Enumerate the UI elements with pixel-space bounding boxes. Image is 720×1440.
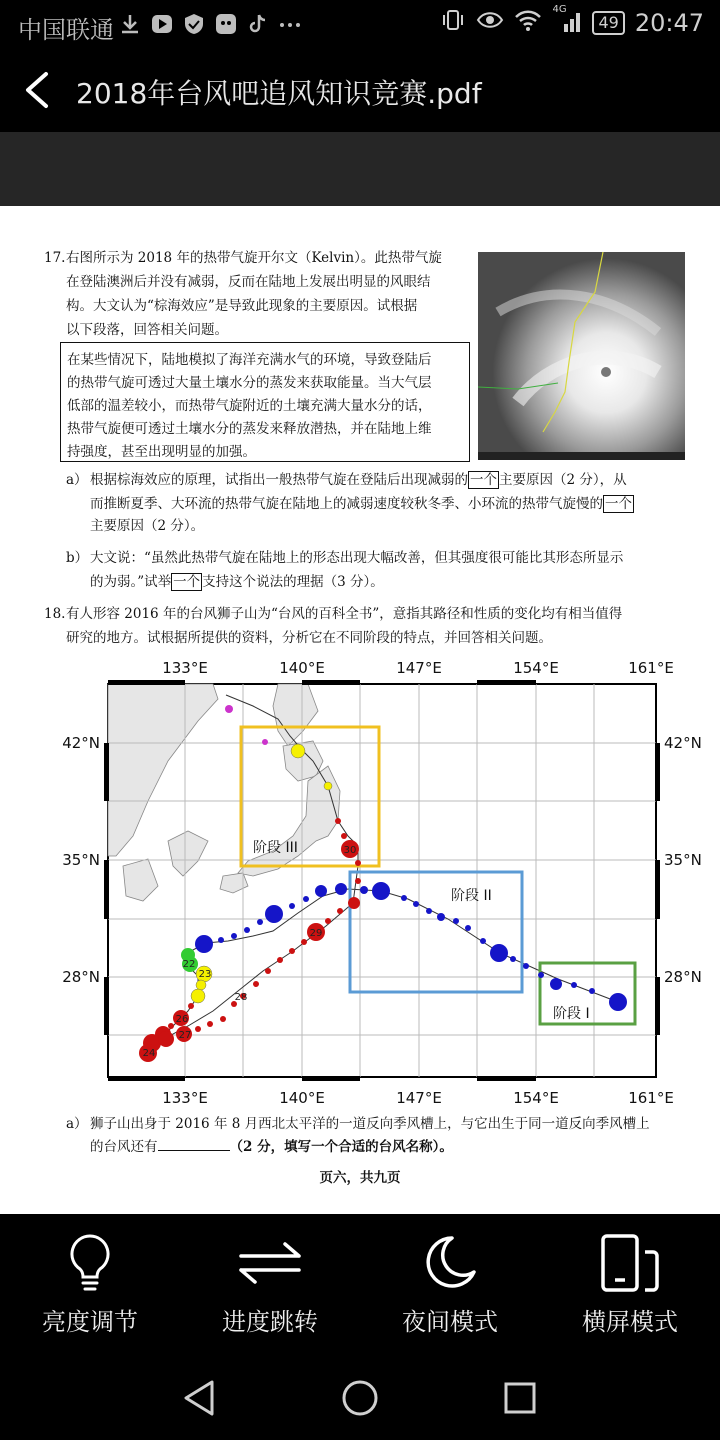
progress-jump-label: 进度跳转 <box>222 1308 318 1336</box>
reader-top-bar <box>0 132 720 206</box>
triangle-back-icon <box>180 1378 220 1418</box>
typhoon-track-map <box>48 651 702 1109</box>
q18-number: 18. <box>44 606 66 622</box>
night-mode-button[interactable] <box>360 1232 540 1337</box>
q17-line4: 以下段落，回答相关问题。 <box>66 322 228 338</box>
quote-line: 热带气旋便可透过土壤水分的蒸发来释放潜热，并在陆地上维 <box>67 421 432 437</box>
date-label: 27 <box>178 1030 192 1041</box>
date-label: 24 <box>142 1048 156 1059</box>
cyclone-satellite-image <box>478 252 685 460</box>
nav-recents-button[interactable] <box>500 1378 540 1418</box>
lon-tick-top: 161°E <box>628 659 674 677</box>
title-bar <box>0 50 720 132</box>
notification-icons <box>118 12 302 36</box>
q17-line2: 在登陆澳洲后并没有减弱，反而在陆地上发展出明显的风眼结 <box>66 274 431 290</box>
download-icon <box>118 12 142 36</box>
circle-home-icon <box>340 1378 380 1418</box>
nav-back-button[interactable] <box>180 1378 220 1418</box>
q17a-boxed-word: 一个 <box>470 472 497 488</box>
q17a-line3: 主要原因（2 分）。 <box>90 518 205 534</box>
q17b-line2 <box>90 570 384 594</box>
wifi-icon <box>514 8 542 38</box>
pdf-page[interactable] <box>0 206 720 1214</box>
quote-line: 在某些情况下，陆地模拟了海洋充满水气的环境，导致登陆后 <box>67 352 432 368</box>
q18-line1: 有人形容 2016 年的台风狮子山为“台风的百科全书”，意指其路径和性质的变化均有相当值得 <box>66 606 623 622</box>
q17-quote-box <box>60 342 470 462</box>
lon-tick-bottom: 147°E <box>396 1089 442 1107</box>
battery-level: 49 <box>592 11 624 35</box>
eye-icon <box>476 8 504 38</box>
lon-tick-bottom: 154°E <box>513 1089 559 1107</box>
date-label: 28 <box>234 992 248 1003</box>
q17-line3: 构。大文认为“棕海效应”是导致此现象的主要原因。试根据 <box>66 298 418 314</box>
system-status <box>440 3 704 38</box>
network-type: 4G <box>552 3 567 15</box>
q18a-line2-text: 的台风还有 <box>90 1139 158 1155</box>
nav-home-button[interactable] <box>340 1378 380 1418</box>
brightness-button[interactable] <box>0 1232 180 1337</box>
reader-toolbar <box>0 1214 720 1354</box>
lat-tick-right: 35°N <box>664 851 702 869</box>
moon-icon <box>422 1232 478 1294</box>
date-label: 30 <box>343 845 357 856</box>
q18-line2: 研究的地方。试根据所提供的资料，分析它在不同阶段的特点，并回答相关问题。 <box>66 630 552 646</box>
q17a-label: a） <box>66 472 88 488</box>
app-face-icon <box>214 12 238 36</box>
q17a-line1-text: 根据棕海效应的原理，试指出一般热带气旋在登陆后出现减弱的 <box>90 472 468 488</box>
chevron-left-icon <box>18 68 62 112</box>
landscape-mode-label: 横屏模式 <box>582 1308 678 1336</box>
date-label: 22 <box>182 959 196 970</box>
q17a-line2 <box>90 492 634 516</box>
page-number: 页六，共九页 <box>319 1170 401 1186</box>
carrier-name: 中国联通 <box>18 16 114 44</box>
q17a-line2-text: 而推断夏季、大环流的热带气旋在陆地上的减弱速度较秋冬季、小环流的热带气旋慢的 <box>90 496 603 512</box>
date-label: 26 <box>175 1014 189 1025</box>
stage-iii-label: 阶段 III <box>253 840 298 856</box>
lon-tick-top: 154°E <box>513 659 559 677</box>
lon-tick-top: 133°E <box>162 659 208 677</box>
q17a-line1 <box>90 468 627 492</box>
answer-blank[interactable] <box>158 1136 230 1151</box>
shield-check-icon <box>182 12 206 36</box>
q18a-label: a） <box>66 1116 88 1132</box>
night-mode-label: 夜间模式 <box>402 1308 498 1336</box>
swap-arrows-icon <box>237 1232 303 1294</box>
q18a-line2-rest: （2 分，填写一个合适的台风名称）。 <box>229 1139 453 1155</box>
lon-tick-top: 140°E <box>279 659 325 677</box>
q17a-line1-rest: 主要原因（2 分），从 <box>499 472 627 488</box>
q17-line1: 右图所示为 2018 年的热带气旋开尔文（Kelvin）。此热带气旋 <box>66 250 442 266</box>
signal-icon <box>552 3 582 37</box>
lon-tick-bottom: 133°E <box>162 1089 208 1107</box>
q17b-boxed-word: 一个 <box>173 574 201 590</box>
lat-tick-left: 35°N <box>62 851 100 869</box>
brightness-label: 亮度调节 <box>42 1308 138 1336</box>
tiktok-icon <box>246 12 270 36</box>
q18a-line2 <box>90 1135 453 1159</box>
q17-number: 17. <box>44 250 66 266</box>
lat-tick-right: 28°N <box>664 968 702 986</box>
more-dots-icon <box>278 12 302 36</box>
status-bar <box>0 0 720 50</box>
back-button[interactable] <box>18 68 62 112</box>
lat-tick-right: 42°N <box>664 734 702 752</box>
q17b-line2-text: 的为弱。”试举 <box>90 574 172 590</box>
quote-line: 低部的温差较小，而热带气旋附近的土壤充满大量水分的话， <box>67 398 432 414</box>
video-app-icon <box>150 12 174 36</box>
rotate-device-icon <box>599 1232 661 1294</box>
date-label: 29 <box>309 928 323 939</box>
date-label: 23 <box>198 969 212 980</box>
lon-tick-bottom: 140°E <box>279 1089 325 1107</box>
clock: 20:47 <box>634 9 704 37</box>
square-recents-icon <box>500 1378 540 1418</box>
q17b-line2-rest: 支持这个说法的理据（3 分）。 <box>202 574 384 590</box>
lon-tick-top: 147°E <box>396 659 442 677</box>
lon-tick-bottom: 161°E <box>628 1089 674 1107</box>
lat-tick-left: 42°N <box>62 734 100 752</box>
q17a-boxed-word-2: 一个 <box>605 496 632 512</box>
landscape-mode-button[interactable] <box>540 1232 720 1337</box>
stage-i-label: 阶段 I <box>553 1006 590 1022</box>
lat-tick-left: 28°N <box>62 968 100 986</box>
stage-ii-label: 阶段 II <box>451 888 492 904</box>
q17b-line1: 大文说：“虽然此热带气旋在陆地上的形态出现大幅改善，但其强度很可能比其形态所显示 <box>90 550 624 566</box>
vibrate-icon <box>440 8 466 38</box>
lightbulb-icon <box>64 1232 116 1294</box>
system-nav-bar <box>0 1354 720 1440</box>
q17b-label: b） <box>66 550 89 566</box>
quote-line: 的热带气旋可透过大量土壤水分的蒸发来获取能量。当大气层 <box>67 375 432 391</box>
quote-line: 持强度，甚至出现明显的加强。 <box>67 444 256 460</box>
progress-jump-button[interactable] <box>180 1232 360 1337</box>
document-title: 2018年台风吧追风知识竞赛.pdf <box>76 77 482 110</box>
q18a-line1: 狮子山出身于 2016 年 8 月西北太平洋的一道反向季风槽上，与它出生于同一道反向季风槽上 <box>90 1116 650 1132</box>
